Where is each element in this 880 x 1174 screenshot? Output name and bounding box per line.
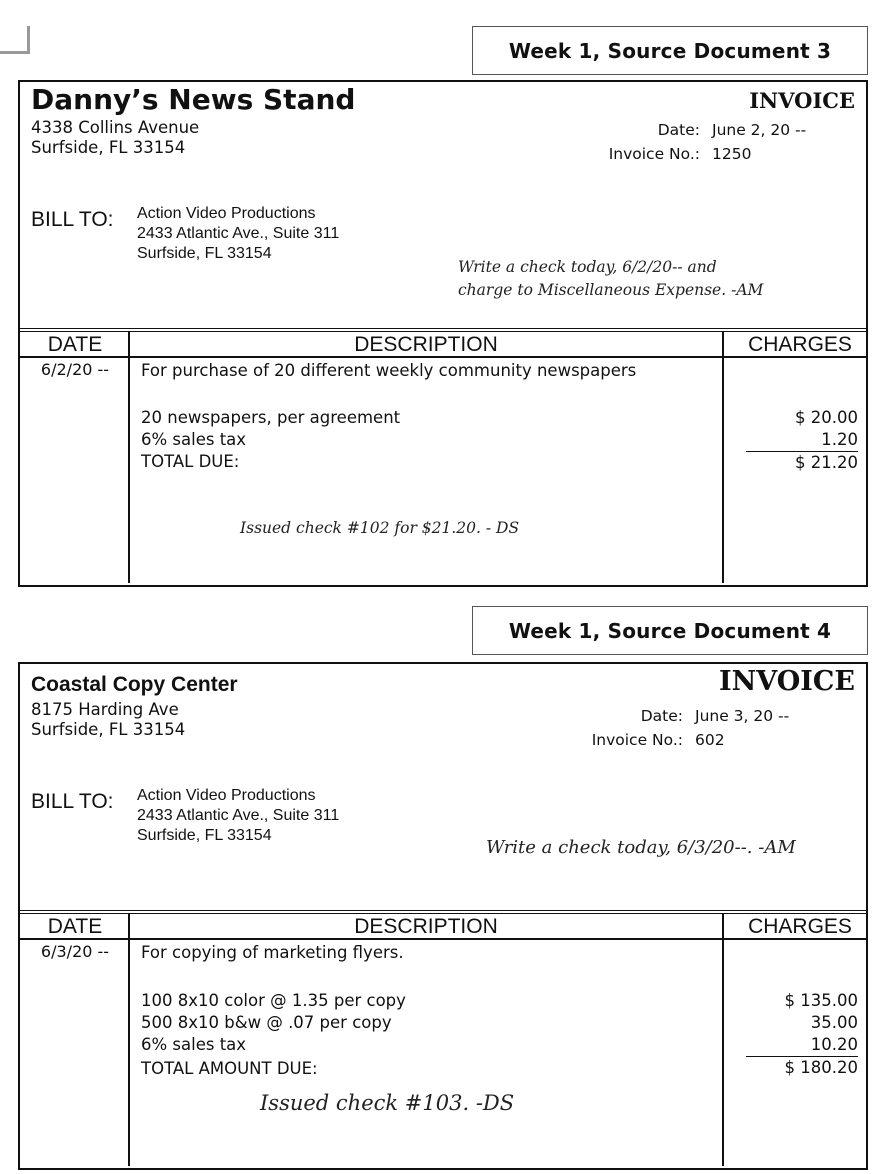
company-address-line2: Surfside, FL 33154 xyxy=(31,138,186,157)
invoice-date xyxy=(580,118,806,142)
invoice-number xyxy=(559,728,725,752)
description-header: DESCRIPTION xyxy=(354,915,498,938)
amount: 10.20 xyxy=(746,1034,858,1057)
amount: $ 20.00 xyxy=(795,408,858,427)
description-title: For purchase of 20 different weekly community newspapers xyxy=(141,361,637,380)
table-header xyxy=(20,332,866,358)
company-address-line2: Surfside, FL 33154 xyxy=(31,720,186,739)
date-header: DATE xyxy=(47,333,103,356)
line-item: 6% sales tax xyxy=(141,1035,247,1054)
handwritten-note xyxy=(458,256,763,302)
bill-to-line: Action Video Productions xyxy=(137,787,316,804)
amount: 1.20 xyxy=(746,429,858,452)
line-item: 500 8x10 b&w @ .07 per copy xyxy=(141,1013,392,1032)
bill-to-line: 2433 Atlantic Ave., Suite 311 xyxy=(137,807,340,824)
bill-to-label: BILL TO: xyxy=(31,790,114,813)
line-items xyxy=(141,407,400,473)
bill-to-address xyxy=(137,786,339,846)
invoice-header xyxy=(20,82,866,332)
invoice-coastal-copy-center xyxy=(18,662,868,1170)
line-item: 100 8x10 color @ 1.35 per copy xyxy=(141,991,406,1010)
company-name: Danny’s News Stand xyxy=(31,83,356,116)
company-address-line1: 4338 Collins Avenue xyxy=(31,118,200,137)
description-header: DESCRIPTION xyxy=(354,333,498,356)
bill-to-line: Surfside, FL 33154 xyxy=(137,245,272,262)
line-item: 20 newspapers, per agreement xyxy=(141,408,401,427)
invoice-header xyxy=(20,664,866,914)
date-label: Date: xyxy=(657,121,700,139)
corner-crop-mark xyxy=(0,26,30,54)
invoice-title: INVOICE xyxy=(749,88,855,113)
date-header: DATE xyxy=(47,915,103,938)
invoice-danny-news-stand xyxy=(18,80,868,587)
invoice-number-label: Invoice No.: xyxy=(591,731,683,749)
handwritten-note xyxy=(486,836,796,859)
handwritten-signature: Issued check #102 for $21.20. - DS xyxy=(240,519,520,537)
date-label: Date: xyxy=(640,707,683,725)
date-value: June 2, 20 -- xyxy=(712,121,807,139)
invoice-date xyxy=(559,704,789,728)
source-document-label: Week 1, Source Document 3 xyxy=(472,26,868,75)
invoice-number-value: 602 xyxy=(695,731,725,749)
bill-to-address xyxy=(137,204,339,264)
line-items xyxy=(141,990,406,1080)
charges-header: CHARGES xyxy=(748,915,852,938)
line-item: TOTAL AMOUNT DUE: xyxy=(141,1059,318,1078)
bill-to-label: BILL TO: xyxy=(31,208,114,231)
row-date: 6/3/20 -- xyxy=(40,942,110,961)
amount-total: $ 180.20 xyxy=(784,1058,858,1077)
invoice-number xyxy=(580,142,751,166)
invoice-number-value: 1250 xyxy=(712,145,752,163)
note-line: Write a check today, 6/3/20--. -AM xyxy=(486,837,796,858)
date-value: June 3, 20 -- xyxy=(695,707,790,725)
note-line: charge to Miscellaneous Expense. -AM xyxy=(458,281,764,299)
description-title: For copying of marketing flyers. xyxy=(141,943,404,962)
table-header xyxy=(20,914,866,940)
line-item: TOTAL DUE: xyxy=(141,452,240,471)
invoice-table xyxy=(20,914,866,1166)
amount: $ 135.00 xyxy=(784,991,858,1010)
bill-to-line: Action Video Productions xyxy=(137,205,316,222)
invoice-table xyxy=(20,332,866,583)
company-address-line1: 8175 Harding Ave xyxy=(31,700,179,719)
bill-to-line: 2433 Atlantic Ave., Suite 311 xyxy=(137,225,340,242)
bill-to-line: Surfside, FL 33154 xyxy=(137,827,272,844)
invoice-number-label: Invoice No.: xyxy=(608,145,700,163)
charge-amounts xyxy=(746,407,858,474)
row-date: 6/2/20 -- xyxy=(40,360,110,379)
invoice-title: INVOICE xyxy=(718,666,855,697)
line-item: 6% sales tax xyxy=(141,430,247,449)
amount-total: $ 21.20 xyxy=(795,453,858,472)
note-line: Write a check today, 6/2/20-- and xyxy=(458,258,717,276)
charge-amounts xyxy=(746,990,858,1079)
handwritten-signature: Issued check #103. -DS xyxy=(260,1091,515,1115)
source-document-label: Week 1, Source Document 4 xyxy=(472,606,868,655)
amount: 35.00 xyxy=(810,1013,858,1032)
charges-header: CHARGES xyxy=(748,333,852,356)
company-name: Coastal Copy Center xyxy=(31,673,238,696)
